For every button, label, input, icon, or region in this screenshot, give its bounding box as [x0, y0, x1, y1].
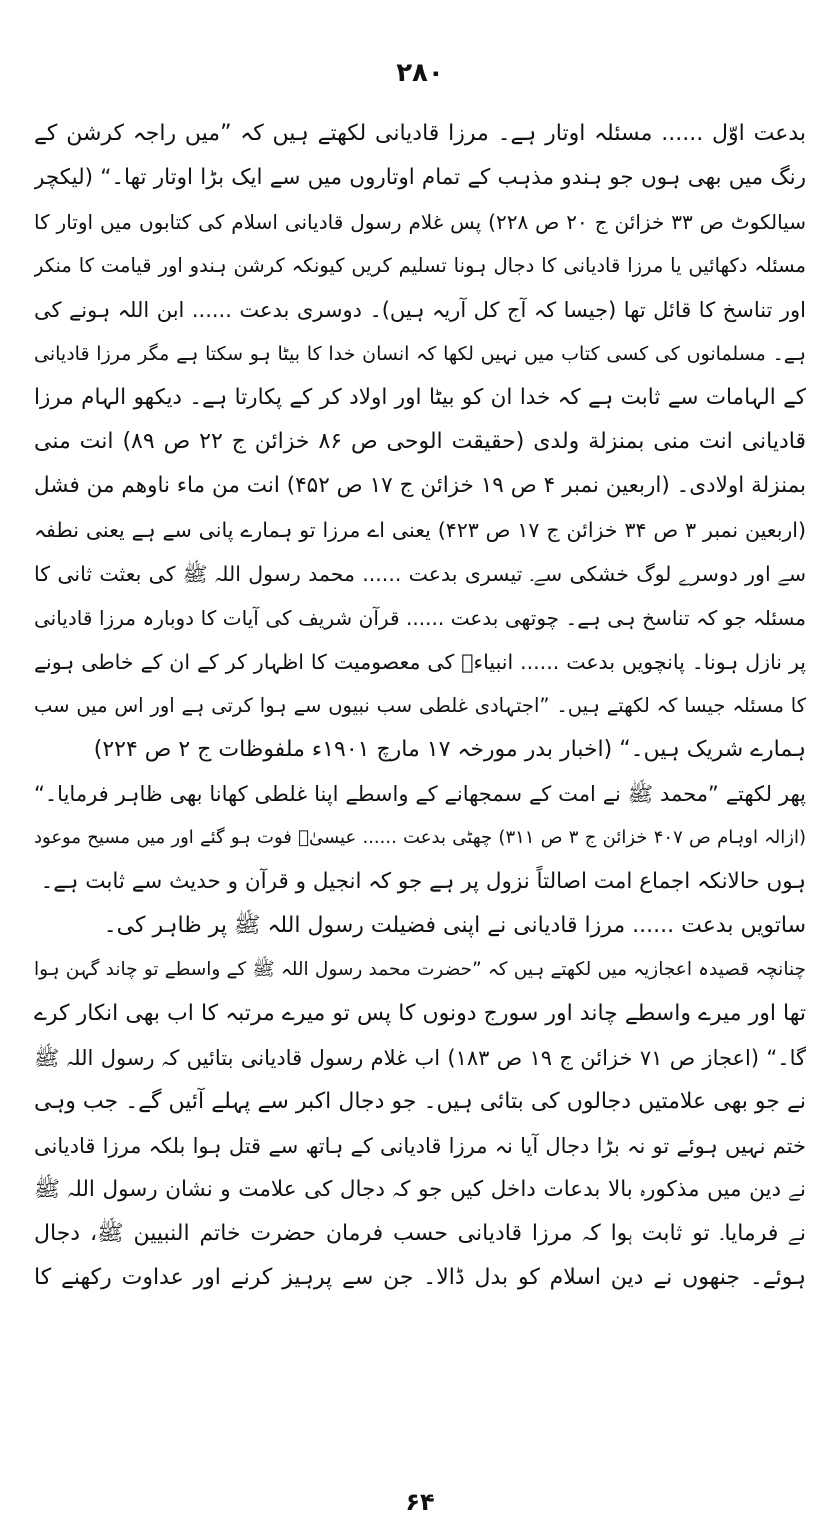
text-line: ہمارے شریک ہیں۔“ (اخبار بدر مورخہ ۱۷ مارچ ۱۹۰۱ء ملفوظات ج ۲ ص ۲۲۴)	[93, 737, 806, 762]
text-line: کے الہامات سے ثابت ہے کہ خدا ان کو بیٹا اور اولاد کر کے پکارتا ہے۔ دیکھو الہام مرزا	[34, 385, 806, 410]
text-line: ختم نہیں ہوئے تو نہ بڑا دجال آیا نہ مرزا قادیانی کے ہاتھ سے قتل ہوا بلکہ مرزا قادیانی	[34, 1134, 806, 1158]
text-line: (اربعین نمبر ۳ ص ۳۴ خزائن ج ۱۷ ص ۴۲۳) یعنی اے مرزا تو ہمارے پانی سے ہے یعنی نطفہ	[34, 518, 806, 542]
page-number-bottom: ۶۴	[405, 1488, 435, 1516]
text-line: نے جو بھی علامتیں دجالوں کی بتائی ہیں۔ جو دجال اکبر سے پہلے آئیں گے۔ جب وہی	[34, 1089, 806, 1114]
text-line: مسئلہ دکھائیں یا مرزا قادیانی کا دجال ہونا تسلیم کریں کیونکہ کرشن ہندو اور قیامت کا منکر	[34, 254, 806, 277]
text-line: نے فرمایا۔ تو ثابت ہوا کہ مرزا قادیانی حسب فرمان حضرت خاتم النبیین ﷺ، دجال	[34, 1221, 806, 1246]
text-line: ہے۔ مسلمانوں کی کسی کتاب میں نہیں لکھا کہ انسان خدا کا بیٹا ہو سکتا ہے مگر مرزا قادیانی	[34, 343, 806, 365]
text-line: پر نازل ہونا۔ پانچویں بدعت ...... انبیاءؑ کی معصومیت کا اظہار کر کے ان کے خاطی ہونے	[34, 650, 806, 674]
text-line: کا مسئلہ جیسا کہ لکھتے ہیں۔ ”اجتہادی غلطی سب نبیوں سے ہوا کرتی ہے اور اس میں سب	[34, 694, 806, 717]
text-line: سیالکوٹ ص ۳۳ خزائن ج ۲۰ ص ۲۲۸) پس غلام رسول قادیانی اسلام کی کتابوں میں اوتار کا	[34, 210, 806, 234]
text-line: بمنزلة اولادی۔ (اربعین نمبر ۴ ص ۱۹ خزائن ج ۱۷ ص ۴۵۲) انت من ماء ناوھم من فشل	[34, 473, 806, 498]
text-line: پھر لکھتے ”محمد ﷺ نے امت کے سمجھانے کے واسطے اپنا غلطی کھانا بھی ظاہر فرمایا۔“	[34, 782, 806, 806]
text-line: گا۔“ (اعجاز ص ۷۱ خزائن ج ۱۹ ص ۱۸۳) اب غلام رسول قادیانی بتائیں کہ رسول اللہ ﷺ	[34, 1046, 806, 1070]
text-line: قادیانی انت منی بمنزلة ولدی (حقیقت الوحی ص ۸۶ خزائن ج ۲۲ ص ۸۹) انت منی	[34, 429, 806, 454]
text-line: ہوں حالانکہ اجماع امت اصالتاً نزول پر ہے جو کہ انجیل و قرآن و حدیث سے ثابت ہے۔	[40, 869, 806, 894]
text-line: (ازالہ اوہام ص ۴۰۷ خزائن ج ۳ ص ۳۱۱) چھٹی بدعت ...... عیسیٰؑ فوت ہو گئے اور میں مسیح موعود	[34, 827, 806, 848]
body-text	[34, 112, 806, 1300]
text-line: بدعت اوّل ...... مسئلہ اوتار ہے۔ مرزا قادیانی لکھتے ہیں کہ ”میں راجہ کرشن کے	[34, 121, 806, 146]
text-line: چنانچہ قصیدہ اعجازیہ میں لکھتے ہیں کہ ”حضرت محمد رسول اللہ ﷺ کے واسطے تو چاند گہن ہوا	[34, 959, 806, 980]
text-line: تھا اور میرے واسطے چاند اور سورج دونوں کا پس تو میرے مرتبہ کا اب بھی انکار کرے	[34, 1001, 806, 1026]
text-line: رنگ میں بھی ہوں جو ہندو مذہب کے تمام اوتاروں میں سے ایک بڑا اوتار تھا۔“ (لیکچر	[34, 165, 806, 190]
page-number-top: ۲۸۰	[396, 58, 444, 88]
text-line: سے اور دوسرے لوگ خشکی سے۔ تیسری بدعت ...... محمد رسول اللہ ﷺ کی بعثت ثانی کا	[34, 562, 806, 586]
text-line: نے دین میں مذکورہ بالا بدعات داخل کیں جو کہ دجال کی علامت و نشان رسول اللہ ﷺ	[34, 1177, 806, 1202]
text-line: مسئلہ جو کہ تناسخ ہی ہے۔ چوتھی بدعت ...... قرآن شریف کی آیات کا دوبارہ مرزا قادیانی	[34, 606, 806, 630]
text-line: ساتویں بدعت ...... مرزا قادیانی نے اپنی فضیلت رسول اللہ ﷺ پر ظاہر کی۔	[103, 913, 806, 938]
text-line: ہوئے۔ جنھوں نے دین اسلام کو بدل ڈالا۔ جن سے پرہیز کرنے اور عداوت رکھنے کا	[34, 1265, 806, 1290]
text-line: اور تناسخ کا قائل تھا (جیسا کہ آج کل آریہ ہیں)۔ دوسری بدعت ...... ابن اللہ ہونے کی	[34, 298, 806, 322]
